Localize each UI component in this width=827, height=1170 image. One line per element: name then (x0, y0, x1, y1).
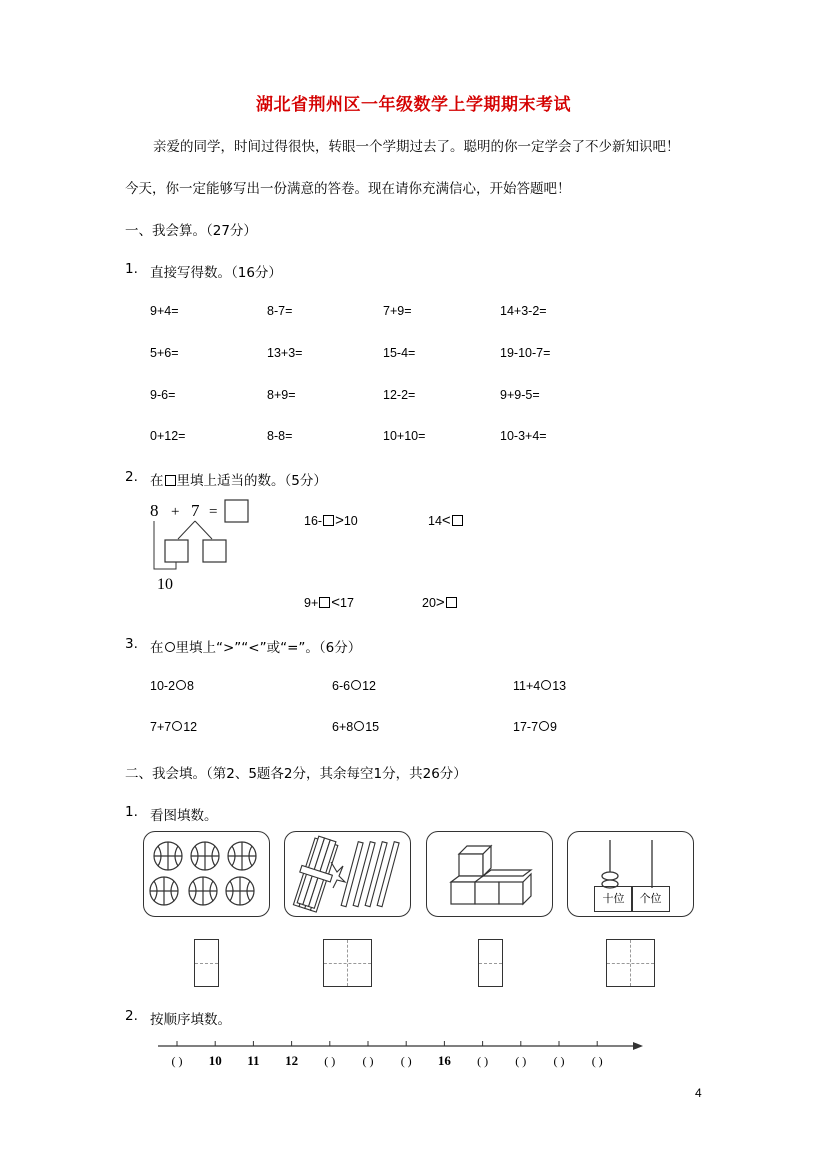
answer-box[interactable] (225, 500, 248, 522)
split-line-right (195, 521, 212, 539)
inequality-symbol: > (335, 512, 344, 529)
answer-box[interactable] (203, 540, 226, 562)
q3-prompt-part: 里填上“>”“<”或“=”。（6分） (175, 640, 362, 656)
equation: 8-7= (267, 304, 293, 318)
compare-circle[interactable] (539, 721, 549, 731)
compare-circle[interactable] (541, 680, 551, 690)
picture-card-cubes (426, 831, 553, 917)
q2-number: 2. (125, 469, 138, 485)
q1-number: 1. (125, 261, 138, 277)
inequality-left: 16- (304, 514, 323, 528)
answer-square[interactable] (319, 597, 330, 608)
number-line-blank[interactable]: ( ) (324, 1054, 336, 1068)
compare-right: 12 (183, 720, 198, 734)
answer-box-single[interactable] (194, 939, 219, 987)
compare-circle[interactable] (176, 680, 186, 690)
abacus-tens-label: 十位 (594, 886, 633, 912)
equation: 8-8= (267, 429, 293, 443)
answer-box-single[interactable] (478, 939, 503, 987)
inequality-item (428, 512, 464, 529)
compare-left: 6+8 (332, 720, 354, 734)
abacus-ones-label: 个位 (631, 886, 670, 912)
equation: 13+3= (267, 346, 303, 360)
square-box-icon (165, 475, 176, 486)
section-2-heading: 二、我会填。（第2、5题各2分，其余每空1分，共26分） (125, 766, 467, 782)
q1-prompt: 直接写得数。（16分） (150, 265, 282, 281)
equation: 19-10-7= (500, 346, 551, 360)
q3-prompt (150, 636, 361, 656)
inequality-left: 14 (428, 514, 442, 528)
compare-right: 12 (362, 679, 376, 693)
equation: 0+12= (150, 429, 186, 443)
s2-q2-number: 2. (125, 1008, 138, 1024)
compare-left: 10-2 (150, 679, 176, 693)
intro-line-2: 今天，你一定能够写出一份满意的答卷。现在请你充满信心，开始答题吧！ (125, 181, 571, 197)
equation: 12-2= (383, 388, 416, 402)
inequality-right: 10 (343, 514, 358, 528)
compare-circle[interactable] (351, 680, 361, 690)
equation: 14+3-2= (500, 304, 547, 318)
s2-q1-prompt: 看图填数。 (150, 808, 218, 824)
answer-box-double[interactable] (606, 939, 655, 987)
inequality-symbol: < (441, 512, 451, 529)
compare-circle[interactable] (354, 721, 364, 731)
inequality-left: 20 (422, 596, 436, 610)
equation: 9+9-5= (500, 388, 540, 402)
equation: 9-6= (150, 388, 176, 402)
equation: 5+6= (150, 346, 179, 360)
number-line (155, 1036, 647, 1072)
page-number: 4 (695, 1086, 702, 1100)
inequality-symbol: > (435, 594, 445, 611)
q3-number: 3. (125, 636, 138, 652)
inequality-item (422, 594, 458, 611)
number-line-label: 16 (437, 1053, 451, 1068)
inequality-right: 17 (340, 596, 354, 610)
sticks-bundle-icon (285, 832, 410, 916)
q2-prompt (150, 469, 327, 489)
q2-prompt-part: 在 (150, 473, 164, 489)
inequality-symbol: < (331, 594, 341, 611)
s2-q2-prompt: 按顺序填数。 (150, 1012, 231, 1028)
number-line-label: 12 (285, 1053, 299, 1068)
answer-box-double[interactable] (323, 939, 372, 987)
answer-square[interactable] (452, 515, 463, 526)
equation: 10-3+4= (500, 429, 547, 443)
circle-blank-icon (165, 642, 175, 652)
diagram-total: 10 (157, 576, 173, 593)
compare-item (150, 720, 197, 734)
equation: 7+9= (383, 304, 412, 318)
inequality-item (304, 594, 354, 611)
number-line-blank[interactable]: ( ) (515, 1054, 527, 1068)
decomposition-diagram (145, 497, 265, 597)
compare-left: 11+4 (513, 679, 541, 693)
cubes-icon (427, 832, 552, 916)
s2-q1-number: 1. (125, 804, 138, 820)
q3-prompt-part: 在 (150, 640, 164, 656)
number-line-blank[interactable]: ( ) (591, 1054, 603, 1068)
number-line-blank[interactable]: ( ) (362, 1054, 374, 1068)
page-title: 湖北省荆州区一年级数学上学期期末考试 (256, 95, 571, 115)
compare-item (332, 679, 376, 693)
q2-prompt-part: 里填上适当的数。（5分） (176, 473, 327, 489)
compare-left: 6-6 (332, 679, 351, 693)
diagram-plus: + (171, 504, 180, 520)
inequality-item (304, 512, 358, 529)
number-line-blank[interactable]: ( ) (477, 1054, 489, 1068)
arrow-head-icon (633, 1042, 643, 1050)
basketballs-icon (144, 832, 269, 916)
compare-right: 9 (550, 720, 557, 734)
diagram-addend-a: 8 (150, 501, 159, 520)
equation: 9+4= (150, 304, 179, 318)
equation: 15-4= (383, 346, 416, 360)
compare-right: 15 (365, 720, 380, 734)
intro-line-1: 亲爱的同学，时间过得很快，转眼一个学期过去了。聪明的你一定学会了不少新知识吧！ (153, 139, 680, 155)
number-line-label: 11 (247, 1053, 260, 1068)
equation: 10+10= (383, 429, 426, 443)
diagram-equals: = (209, 504, 218, 520)
compare-item (513, 720, 557, 734)
compare-right: 13 (552, 679, 567, 693)
compare-item (332, 720, 379, 734)
picture-card-basketballs (143, 831, 270, 917)
answer-box[interactable] (165, 540, 188, 562)
inequality-left: 9+ (304, 596, 319, 610)
number-line-blank[interactable]: ( ) (400, 1054, 412, 1068)
answer-square[interactable] (323, 515, 334, 526)
compare-left: 7+7 (150, 720, 172, 734)
number-line-label: 10 (208, 1053, 222, 1068)
picture-card-abacus (567, 831, 694, 917)
picture-card-sticks (284, 831, 411, 917)
split-line-left (178, 521, 195, 539)
compare-right: 8 (187, 679, 194, 693)
number-line-blank[interactable]: ( ) (171, 1054, 183, 1068)
compare-circle[interactable] (172, 721, 182, 731)
compare-item (150, 679, 194, 693)
compare-item (513, 679, 566, 693)
section-1-heading: 一、我会算。（27分） (125, 223, 257, 239)
equation: 8+9= (267, 388, 296, 402)
number-line-blank[interactable]: ( ) (553, 1054, 565, 1068)
compare-left: 17-7 (513, 720, 539, 734)
answer-square[interactable] (446, 597, 457, 608)
diagram-addend-b: 7 (191, 501, 200, 520)
